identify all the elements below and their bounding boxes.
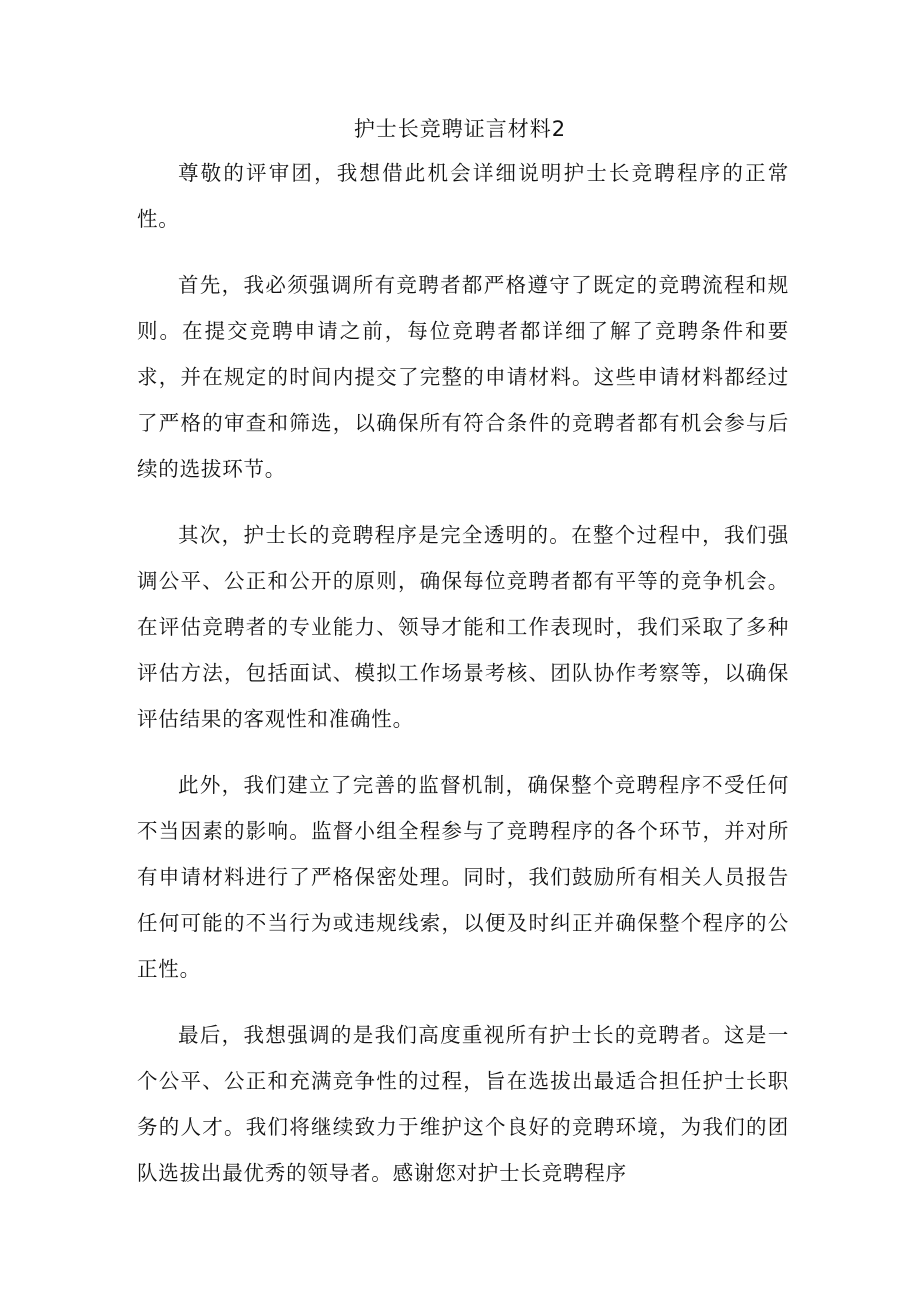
- document-body: [137, 150, 789, 1216]
- paragraph-first: 首先，我必须强调所有竞聘者都严格遵守了既定的竞聘流程和规则。在提交竞聘申请之前，每位竞聘者都详细了解了竞聘条件和要求，并在规定的时间内提交了完整的申请材料。这些申请材料都经过了严格的审查和筛选，以确保所有符合条件的竞聘者都有机会参与后续的选拔环节。: [137, 273, 789, 481]
- paragraph-finally: 最后，我想强调的是我们高度重视所有护士长的竞聘者。这是一个公平、公正和充满竞争性的过程，旨在选拔出最适合担任护士长职务的人才。我们将继续致力于维护这个良好的竞聘环境，为我们的团队选拔出最优秀的领导者。感谢您对护士长竞聘程序: [137, 1023, 789, 1185]
- paragraph-second: 其次，护士长的竞聘程序是完全透明的。在整个过程中，我们强调公平、公正和公开的原则，确保每位竞聘者都有平等的竞争机会。在评估竞聘者的专业能力、领导才能和工作表现时，我们采取了多种评估方法，包括面试、模拟工作场景考核、团队协作考察等，以确保评估结果的客观性和准确性。: [137, 523, 789, 731]
- paragraph-additionally: 此外，我们建立了完善的监督机制，确保整个竞聘程序不受任何不当因素的影响。监督小组全程参与了竞聘程序的各个环节，并对所有申请材料进行了严格保密处理。同时，我们鼓励所有相关人员报告任何可能的不当行为或违规线索，以便及时纠正并确保整个程序的公正性。: [137, 773, 789, 981]
- document-title: 护士长竞聘证言材料2: [353, 117, 567, 141]
- paragraph-intro: 尊敬的评审团，我想借此机会详细说明护士长竞聘程序的正常性。: [137, 161, 789, 231]
